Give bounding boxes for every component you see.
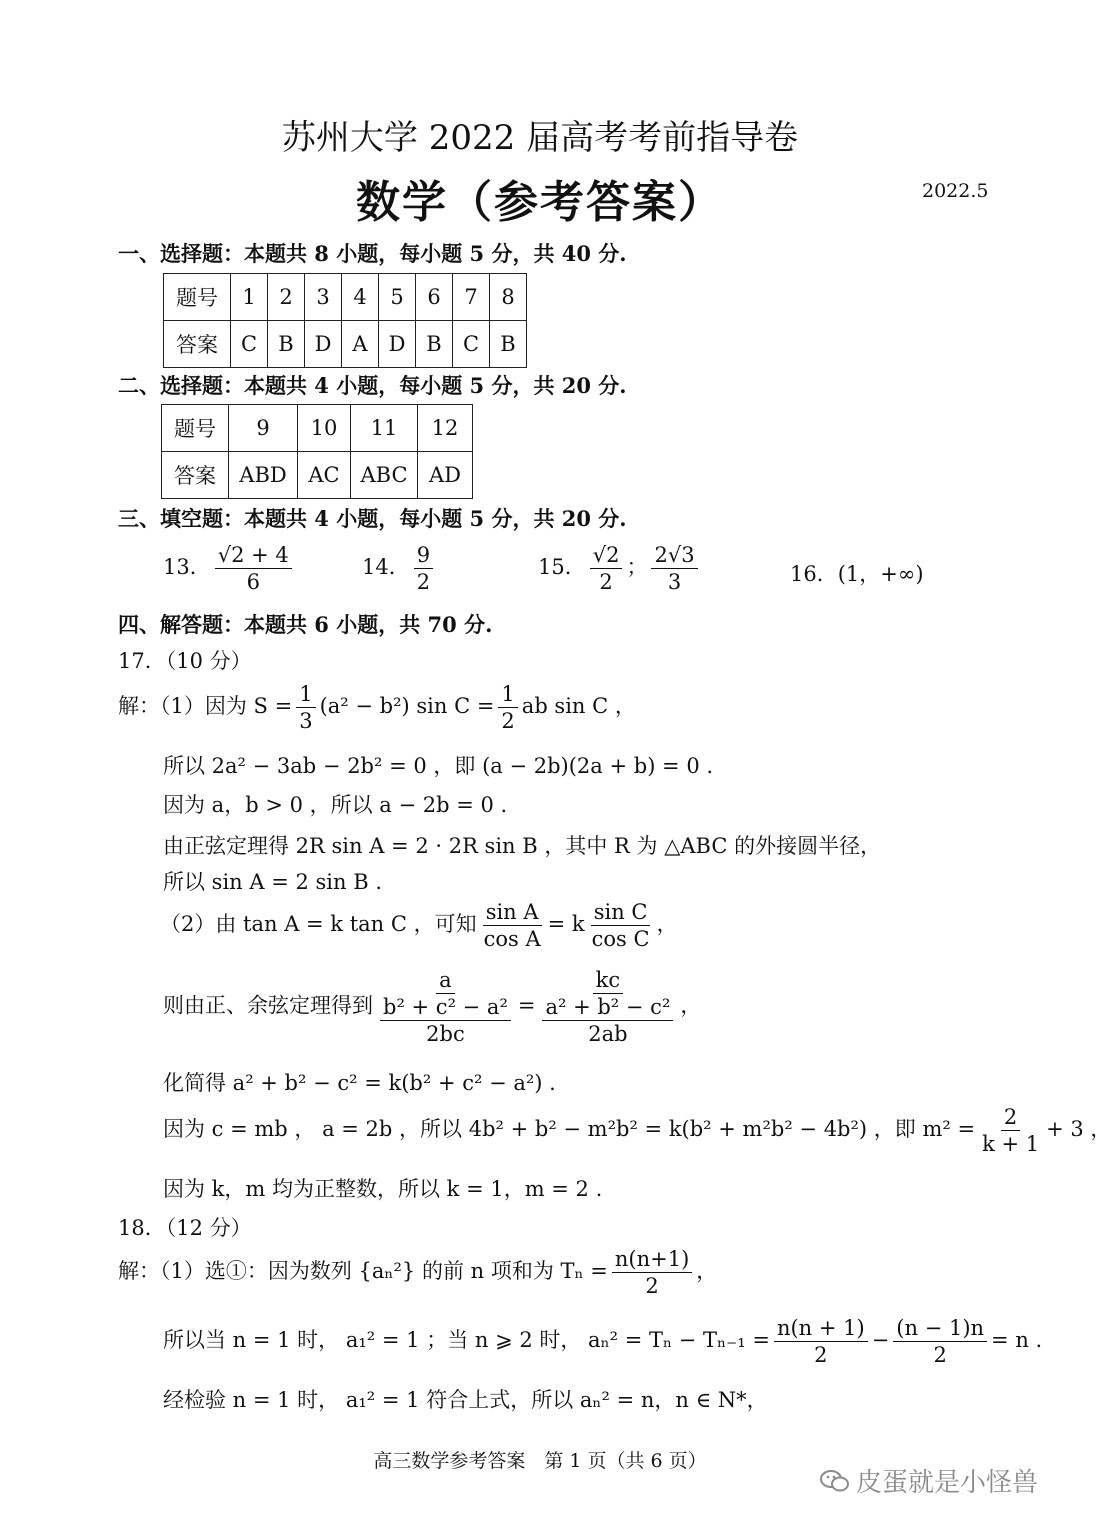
text-segment: 解：（1）因为 S = [118,694,293,718]
page-title: 苏州大学 2022 届高考考前指导卷 [281,118,799,158]
numerator: 2√3 [651,543,697,569]
table-cell: B [416,321,453,368]
denominator: k + 1 [982,1132,1040,1156]
q17-line8: 化简得 a² + b² − c² = k(b² + c² − a²) . [163,1071,556,1095]
q17-line2: 所以 2a² − 3ab − 2b² = 0 ，即 (a − 2b)(2a + b) = 0 . [163,754,714,778]
table-row [164,274,527,321]
table-cell: D [379,321,416,368]
numerator: sin A [483,900,542,926]
question-label: 14． [362,555,410,579]
table-cell: C [453,321,490,368]
numerator: a [436,968,455,994]
q17-heading: 17．（10 分） [118,649,252,673]
numerator: b² + c² − a² [380,995,511,1021]
text-segment: ， [680,993,702,1018]
denominator: cos C [591,927,650,951]
section2-heading: 二、选择题：本题共 4 小题，每小题 5 分，共 20 分. [118,373,627,398]
table-row [162,452,473,499]
fraction [774,1316,868,1367]
table-cell: C [231,321,268,368]
table-cell: AC [298,452,351,499]
q17-line9 [163,1105,1111,1156]
section1-answer-table [163,273,527,368]
q18-line3: 经检验 n = 1 时， a₁² = 1 符合上式，所以 aₙ² = n，n ∈ N*， [163,1388,768,1412]
text-segment: + 3 ， [1046,1117,1111,1141]
answer-value: (1，+∞) [837,562,924,586]
table-cell: 12 [418,405,473,452]
numerator: kc [593,968,624,994]
denominator: 6 [246,570,260,594]
table-cell: A [342,321,379,368]
fraction [893,1316,987,1367]
answer-14 [362,543,437,594]
table-row [164,321,527,368]
compound-fraction [377,968,514,1046]
table-cell: ABD [229,452,298,499]
text-segment: 则由正、余弦定理得到 [163,993,373,1018]
watermark-text: 皮蛋就是小怪兽 [856,1468,1039,1498]
numerator: n(n+1) [612,1247,692,1273]
table-cell: 8 [490,274,527,321]
numerator: a² + b² − c² [542,995,673,1021]
wechat-icon [820,1469,850,1493]
question-label: 13． [163,555,211,579]
table-cell: 3 [305,274,342,321]
table-cell: 7 [453,274,490,321]
numerator: 1 [296,682,315,708]
denominator: 2ab [588,1022,628,1046]
table-cell: 6 [416,274,453,321]
fraction [651,543,697,594]
fraction [377,994,514,1046]
table-cell: 2 [268,274,305,321]
text-segment: 因为 c = mb ， a = 2b ，所以 4b² + b² − m²b² = k(b² + m²b² − 4b²) ，即 m² = [163,1117,976,1141]
text-segment: ， [696,1259,718,1283]
q18-heading: 18．（12 分） [118,1216,252,1240]
text-segment: 所以当 n = 1 时， a₁² = 1 ；当 n ⩾ 2 时， aₙ² = Tₙ − Tₙ₋₁ = [163,1328,770,1352]
fraction [481,900,544,951]
table-cell: 1 [231,274,268,321]
watermark [820,1462,1038,1499]
numerator: 1 [498,682,517,708]
section4-heading: 四、解答题：本题共 6 小题，共 70 分. [118,612,493,637]
fraction [590,543,623,594]
fraction [215,543,292,594]
question-label: 16． [790,562,838,586]
numerator: 2 [1001,1105,1020,1131]
denominator: 2 [599,570,613,594]
table-cell: 答案 [164,321,231,368]
q17-line10: 因为 k，m 均为正整数，所以 k = 1，m = 2 . [163,1177,603,1201]
fraction [979,1105,1042,1156]
numerator: √2 + 4 [215,543,292,569]
q17-line6 [160,900,678,951]
text-segment: = [517,993,536,1018]
text-segment: ab sin C ， [521,694,636,718]
q17-line3: 因为 a，b > 0 ，所以 a − 2b = 0 . [163,793,508,817]
text-segment: 解：（1）选①：因为数列 {aₙ²} 的前 n 项和为 Tₙ = [118,1259,608,1283]
q17-line7 [163,968,701,1046]
denominator: 3 [667,570,682,594]
answer-16 [790,558,924,588]
question-label: 15． [538,555,586,579]
denominator: 2 [814,1343,828,1367]
numerator: sin C [591,900,651,926]
numerator: 9 [414,543,433,569]
table-cell: D [305,321,342,368]
denominator: cos A [483,927,541,951]
fraction [414,543,433,594]
q17-line1 [118,682,636,733]
page-subtitle: 数学（参考答案） [356,177,724,228]
denominator: 2bc [426,1022,465,1046]
page-footer: 高三数学参考答案 第 1 页（共 6 页） [373,1450,707,1472]
table-cell: B [268,321,305,368]
text-segment: （2）由 tan A = k tan C ，可知 [160,912,477,936]
text-segment: − [871,1328,890,1352]
denominator: 2 [645,1274,659,1298]
text-segment: ， [656,912,678,936]
table-cell: 答案 [162,452,229,499]
table-row [162,405,473,452]
text-segment: = n . [991,1328,1043,1352]
fraction [612,1247,692,1298]
table-cell: 题号 [164,274,231,321]
q17-line4: 由正弦定理得 2R sin A = 2 · 2R sin B ，其中 R 为 △ABC 的外接圆半径， [163,834,882,858]
denominator: 2 [416,570,431,594]
denominator: 2 [933,1343,947,1367]
section2-answer-table [161,404,473,499]
table-cell: AD [418,452,473,499]
compound-fraction [539,968,676,1046]
q18-line2 [163,1316,1042,1367]
table-cell: 题号 [162,405,229,452]
fraction [498,682,517,733]
numerator: (n − 1)n [893,1316,987,1342]
fraction [539,994,676,1046]
answer-13 [163,543,296,594]
table-cell: B [490,321,527,368]
denominator: 3 [299,709,313,733]
text-segment: = k [547,912,585,936]
section3-heading: 三、填空题：本题共 4 小题，每小题 5 分，共 20 分. [118,506,627,531]
table-cell: 4 [342,274,379,321]
q17-line5: 所以 sin A = 2 sin B . [163,870,382,894]
numerator: n(n + 1) [774,1316,868,1342]
table-cell: 11 [351,405,418,452]
table-cell: 10 [298,405,351,452]
fraction [296,682,315,733]
fraction [589,900,653,951]
section1-heading: 一、选择题：本题共 8 小题，每小题 5 分，共 40 分. [118,241,627,266]
table-cell: 9 [229,405,298,452]
table-cell: 5 [379,274,416,321]
separator: ； [626,555,648,579]
table-cell: ABC [351,452,418,499]
text-segment: (a² − b²) sin C = [319,694,495,718]
answer-15 [538,543,702,594]
denominator: 2 [501,709,515,733]
date-label: 2022.5 [922,180,989,202]
q18-line1 [118,1247,717,1298]
numerator: √2 [590,543,623,569]
